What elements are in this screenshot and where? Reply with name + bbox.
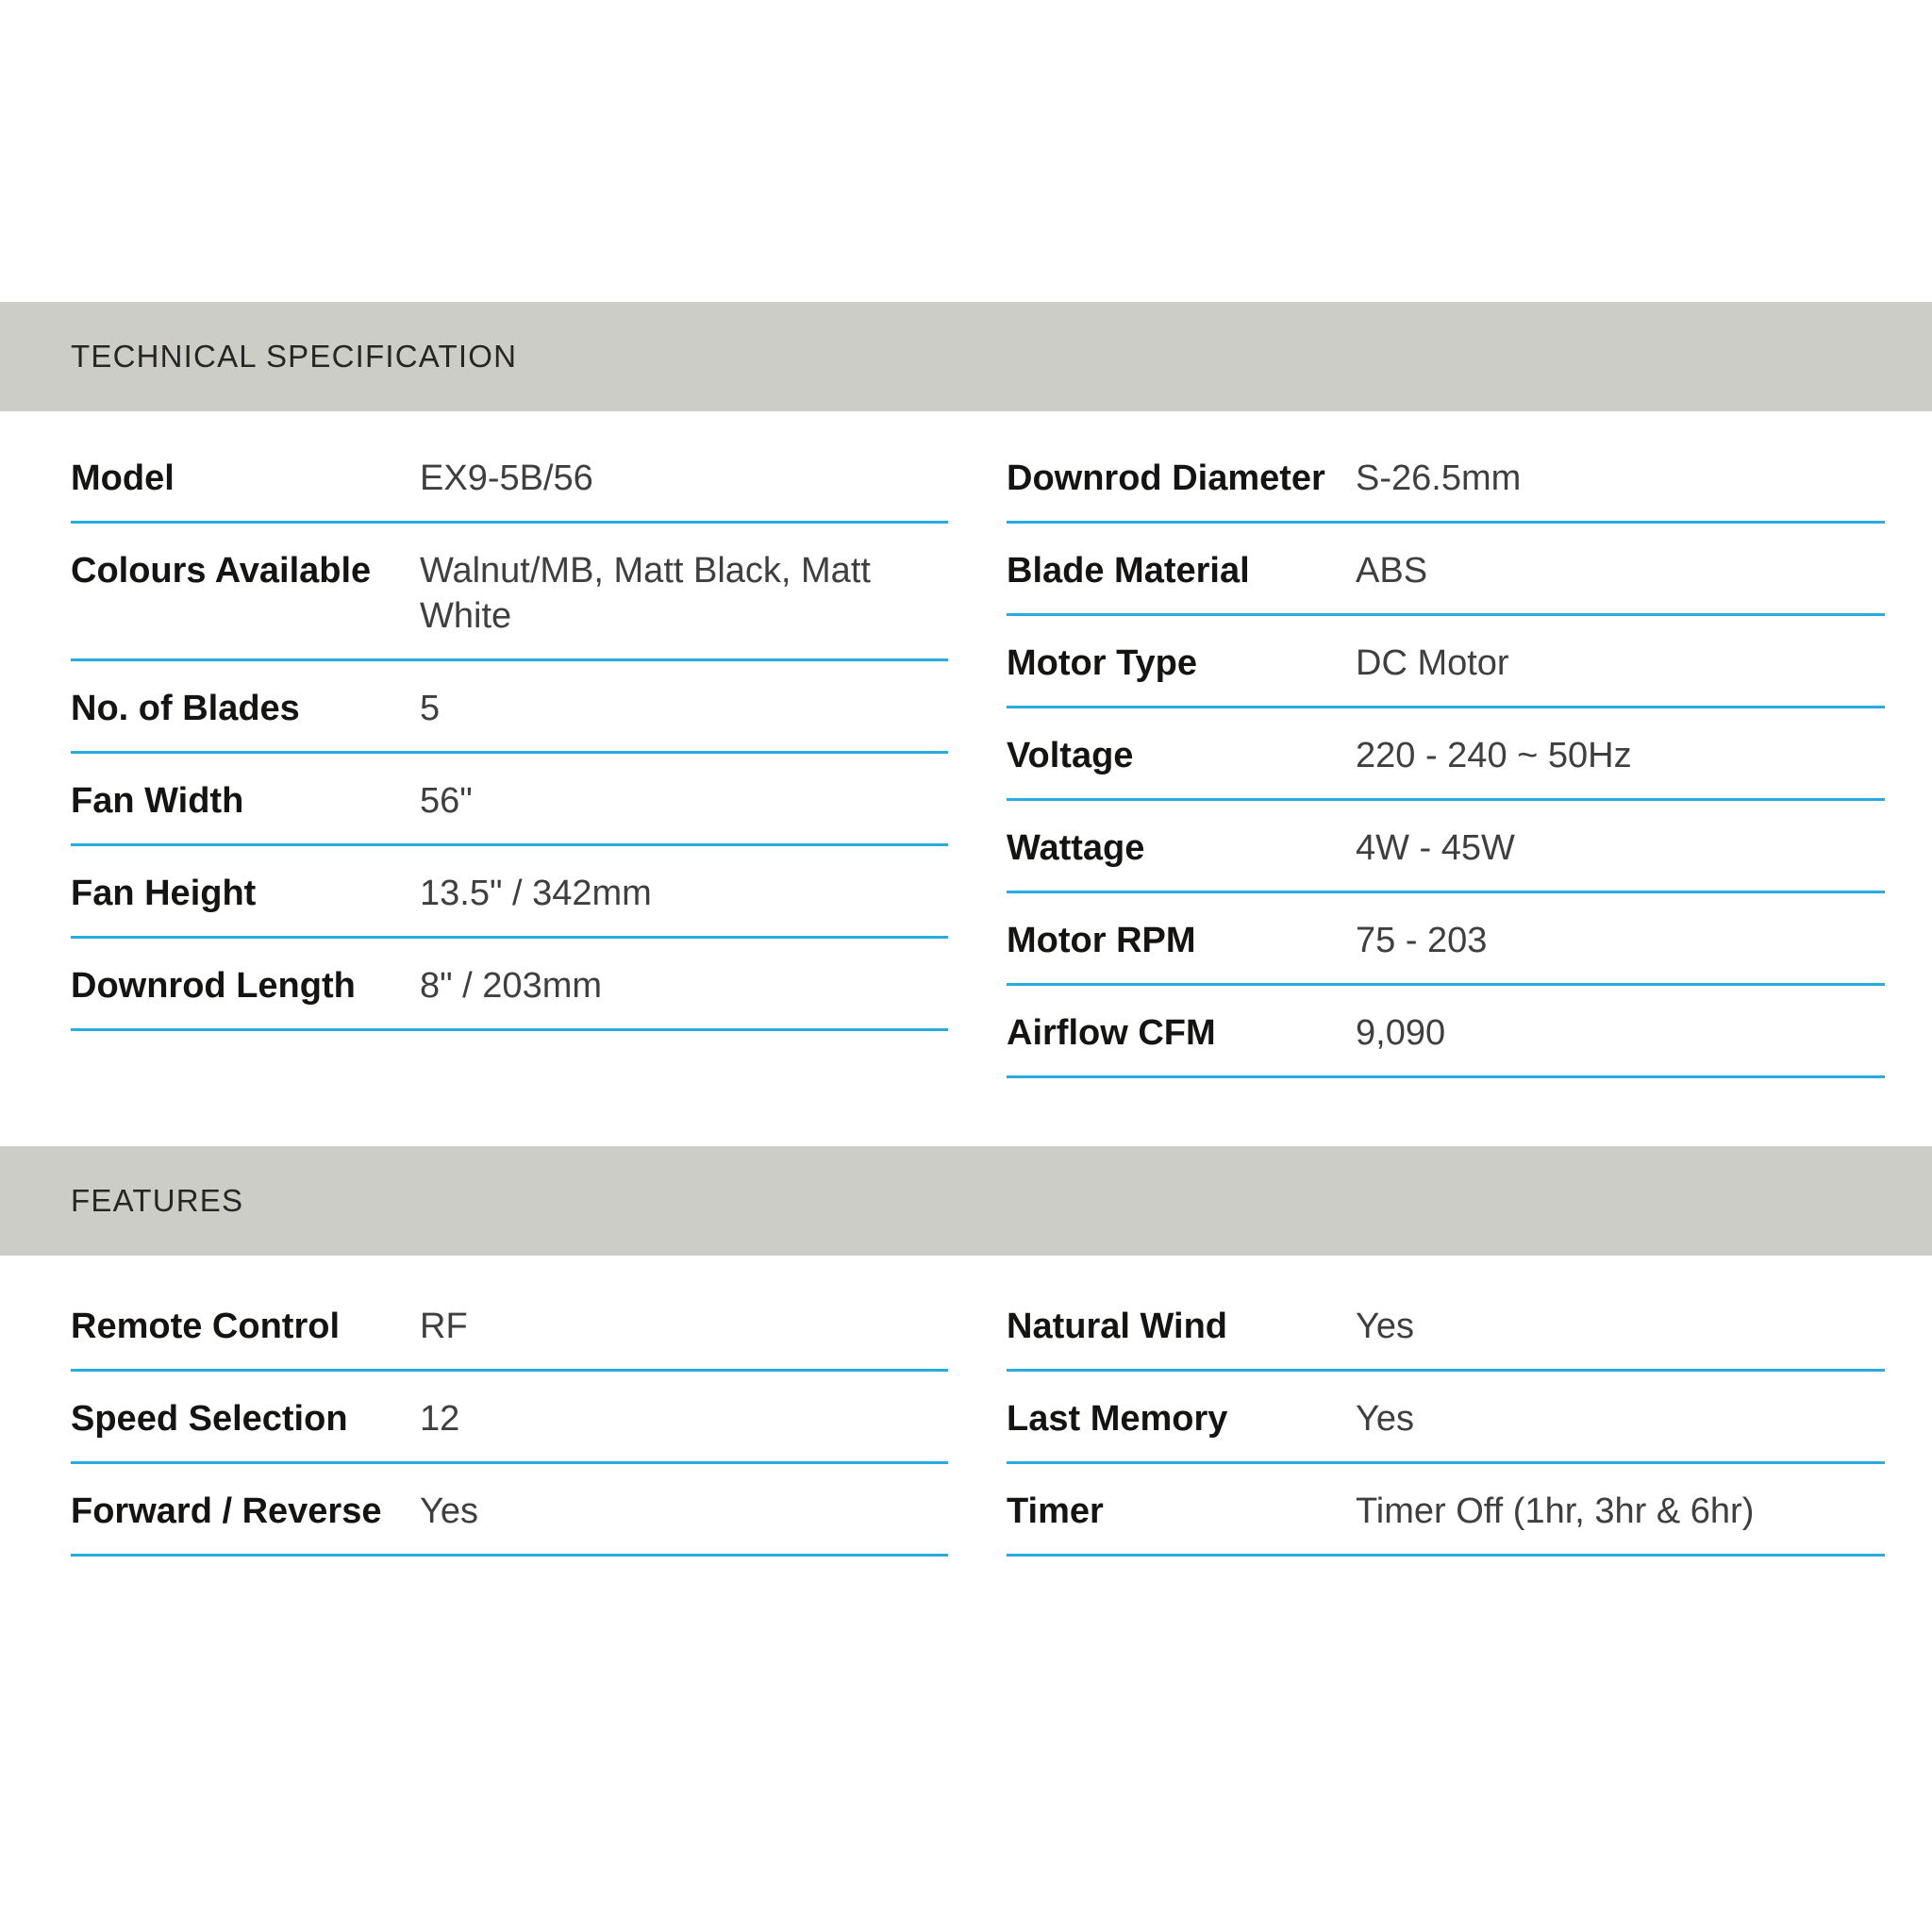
spec-label: Remote Control [71,1307,340,1346]
spec-value: EX9-5B/56 [420,458,593,498]
spec-value: 8" / 203mm [420,966,603,1006]
spec-label: Downrod Diameter [1007,458,1325,498]
technical-specification-title: TECHNICAL SPECIFICATION [71,339,518,374]
spec-row [1007,616,1885,708]
spec-row [1007,1279,1885,1372]
spec-value: 13.5" / 342mm [420,874,652,913]
spec-value: 12 [420,1399,460,1439]
technical-specification-right-column [1007,431,1885,1078]
spec-row [1007,1464,1885,1557]
spec-row [1007,524,1885,616]
spec-label: Speed Selection [71,1399,348,1439]
spec-label: Timer [1007,1491,1104,1531]
technical-specification-table [0,431,1932,1078]
spec-value: Timer Off (1hr, 3hr & 6hr) [1356,1491,1755,1531]
spec-row [1007,708,1885,801]
spec-label: Motor Type [1007,643,1197,683]
spec-value: S-26.5mm [1356,458,1522,498]
features-left-column [71,1279,948,1557]
spec-row [71,1279,948,1372]
spec-row [71,524,948,661]
spec-value: ABS [1356,551,1428,591]
technical-specification-header-bar [0,302,1932,411]
features-table [0,1279,1932,1557]
technical-specification-left-column [71,431,948,1031]
spec-value: 75 - 203 [1356,921,1488,960]
spec-label: Motor RPM [1007,921,1196,960]
spec-label: Natural Wind [1007,1307,1227,1346]
spec-value: 9,090 [1356,1013,1446,1053]
spec-label: Fan Height [71,874,257,913]
spec-value: Yes [420,1491,478,1531]
features-header-bar [0,1146,1932,1256]
spec-value: Yes [1356,1307,1414,1346]
spec-value: 220 - 240 ~ 50Hz [1356,736,1632,775]
spec-value: 5 [420,689,441,728]
spec-row [1007,1372,1885,1464]
spec-value: Walnut/MB, Matt Black, Matt White [420,551,871,636]
spec-row [71,939,948,1031]
spec-label: Fan Width [71,781,244,821]
spec-label: Voltage [1007,736,1134,775]
spec-label: Downrod Length [71,966,356,1006]
spec-value: RF [420,1307,468,1346]
spec-row [1007,431,1885,524]
spec-label: Model [71,458,175,498]
features-right-column [1007,1279,1885,1557]
spec-value: DC Motor [1356,643,1509,683]
spec-row [1007,801,1885,893]
spec-row [1007,986,1885,1078]
spec-row [71,846,948,939]
spec-row [71,1464,948,1557]
spec-value: Yes [1356,1399,1414,1439]
spec-value: 4W - 45W [1356,828,1515,868]
spec-row [1007,893,1885,986]
spec-label: Last Memory [1007,1399,1228,1439]
spec-label: No. of Blades [71,689,300,728]
spec-label: Blade Material [1007,551,1250,591]
spec-row [71,1372,948,1464]
spec-row [71,661,948,754]
spec-label: Wattage [1007,828,1145,868]
spec-label: Airflow CFM [1007,1013,1216,1053]
spec-row [71,431,948,524]
spec-label: Forward / Reverse [71,1491,382,1531]
spec-value: 56" [420,781,473,821]
spec-row [71,754,948,846]
features-title: FEATURES [71,1183,244,1218]
spec-label: Colours Available [71,551,372,591]
